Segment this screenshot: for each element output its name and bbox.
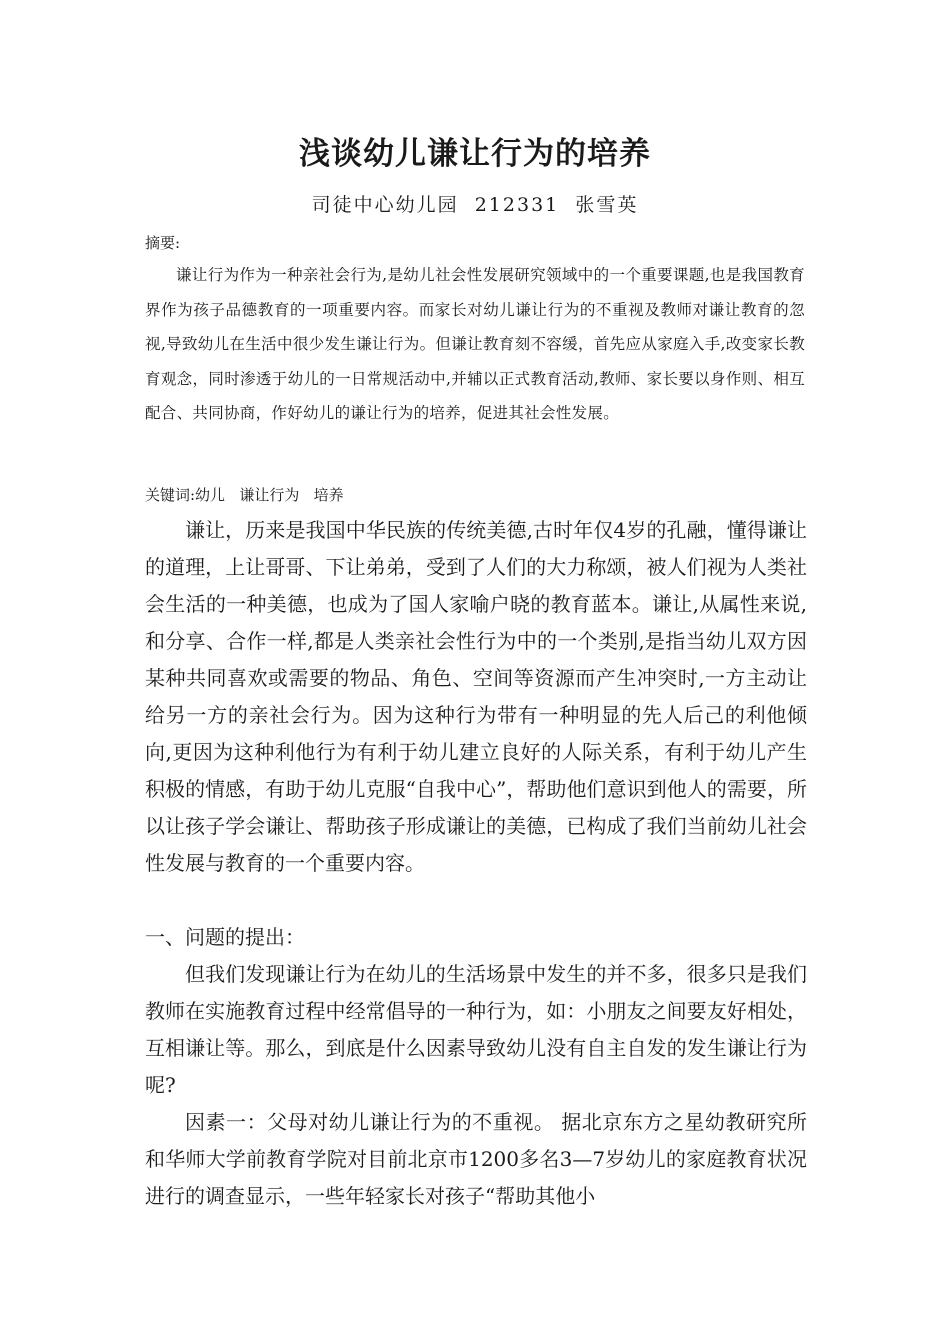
document-title: 浅谈幼儿谦让行为的培养 [299, 136, 651, 172]
body-paragraph-2: 但我们发现谦让行为在幼儿的生活场景中发生的并不多，很多只是我们教师在实施教育过程中经常倡导的一种行为，如：小朋友之间要友好相处，互相谦让等。那么，到底是什么因素导致幼儿没有自主自发的发生谦让行为呢? [145, 962, 807, 1097]
abstract-label: 摘要: [145, 234, 181, 252]
author-byline: 司徒中心幼儿园 212331 张雪英 [311, 194, 639, 216]
abstract-text: 谦让行为作为一种亲社会行为,是幼儿社会性发展研究领域中的一个重要课题,也是我国教育界作为孩子品德教育的一项重要内容。而家长对幼儿谦让行为的不重视及教师对谦让教育的忽视,导致幼儿在生活中很少发生谦让行为。但谦让教育刻不容缓，首先应从家庭入手,改变家长教育观念，同时渗透于幼儿的一日常规活动中,并辅以正式教育活动,教师、家长要以身作则、相互配合、共同协商，作好幼儿的谦让行为的培养，促进其社会性发展。 [145, 266, 805, 422]
keywords-line: 关键词:幼儿 谦让行为 培养 [145, 486, 344, 504]
section-heading-1: 一、问题的提出： [145, 925, 305, 949]
body-paragraph-1: 谦让，历来是我国中华民族的传统美德,古时年仅4岁的孔融，懂得谦让的道理，上让哥哥、下让弟弟，受到了人们的大力称颂，被人们视为人类社会生活的一种美德，也成为了国人家喻户晓的教育蓝本。谦让,从属性来说,和分享、合作一样,都是人类亲社会性行为中的一个类别,是指当幼儿双方因某种共同喜欢或需要的物品、角色、空间等资源而产生冲突时,一方主动让给另一方的亲社会行为。因为这种行为带有一种明显的先人后己的利他倾向,更因为这种利他行为有利于幼儿建立良好的人际关系，有利于幼儿产生积极的情感，有助于幼儿克服“自我中心”，帮助他们意识到他人的需要，所以让孩子学会谦让、帮助孩子形成谦让的美德，已构成了我们当前幼儿社会性发展与教育的一个重要内容。 [145, 518, 807, 875]
body-paragraph-3: 因素一：父母对幼儿谦让行为的不重视。 据北京东方之星幼教研究所和华师大学前教育学院对目前北京市1200多名3—7岁幼儿的家庭教育状况进行的调查显示，一些年轻家长对孩子“帮助其他小 [145, 1110, 807, 1208]
